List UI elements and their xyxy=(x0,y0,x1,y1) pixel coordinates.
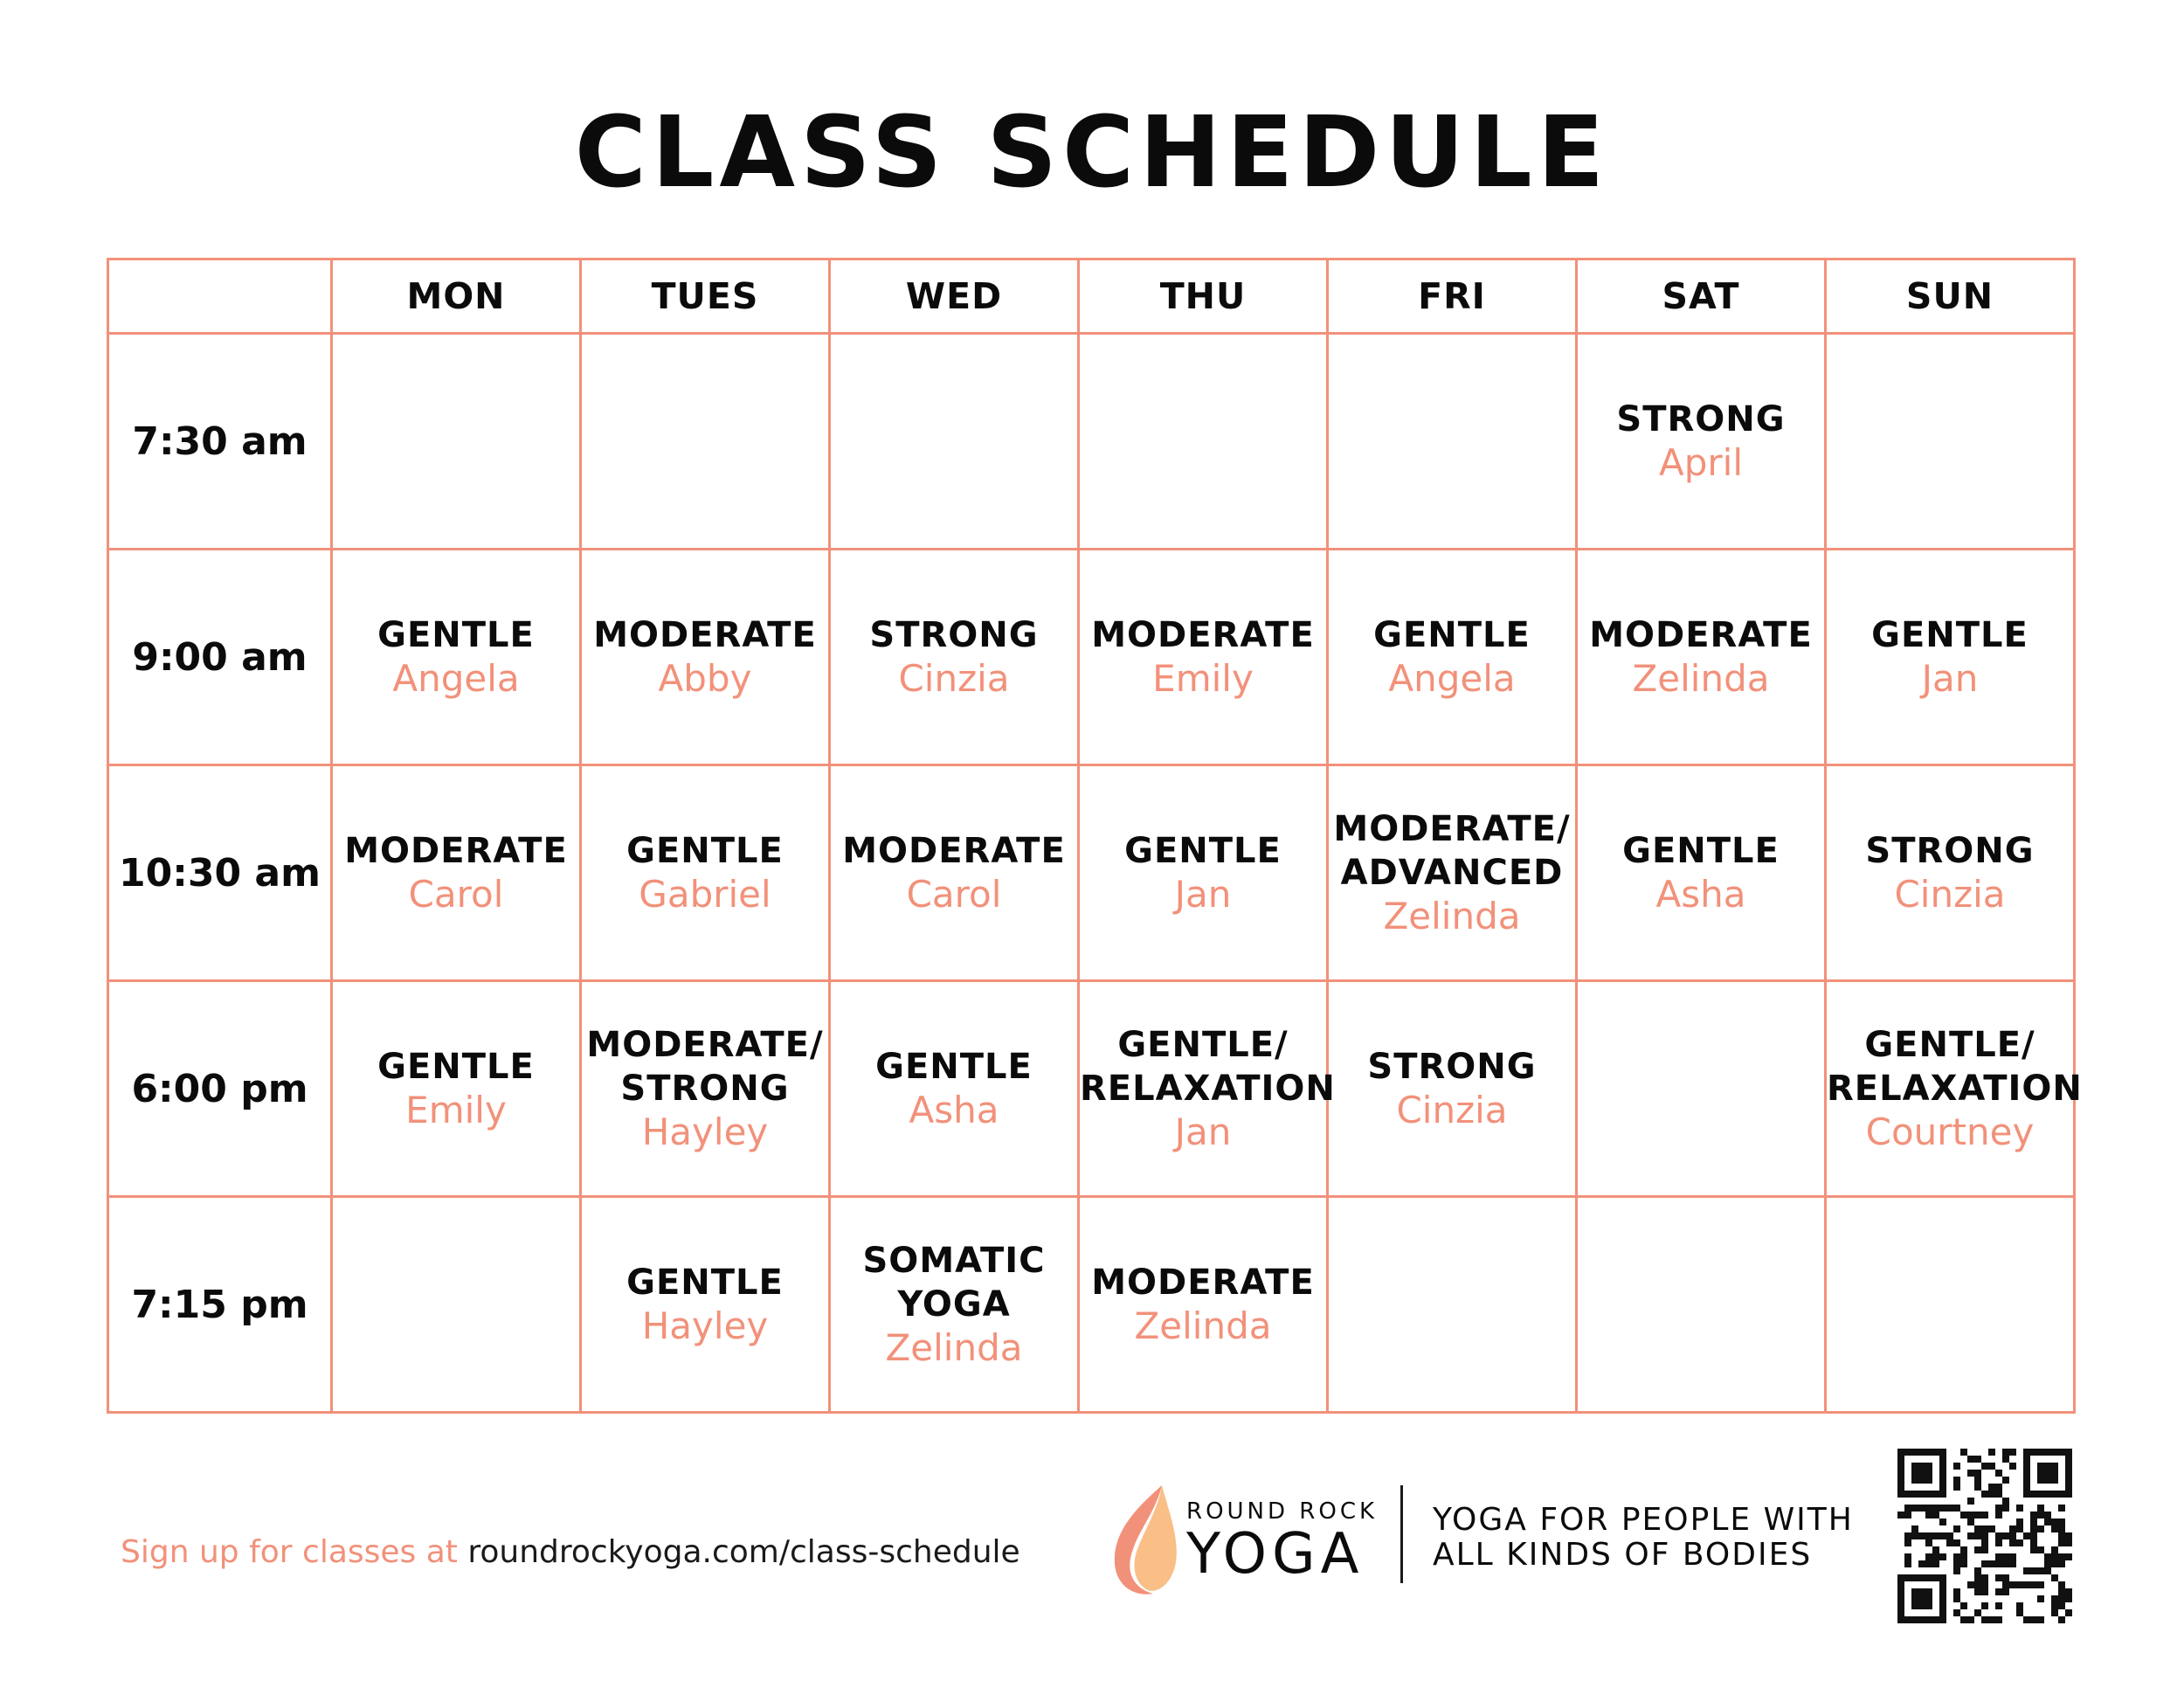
logo-top-text: ROUND ROCK xyxy=(1186,1498,1379,1525)
day-header: WED xyxy=(830,259,1079,334)
instructor-name: Zelinda xyxy=(1383,895,1521,937)
brand-logo xyxy=(1108,1477,1413,1599)
tagline xyxy=(1433,1503,1854,1573)
class-cell xyxy=(581,981,830,1197)
empty-cell xyxy=(1328,1197,1577,1413)
day-header: MON xyxy=(332,259,581,334)
class-cell xyxy=(581,765,830,981)
class-type: GENTLE xyxy=(626,1263,784,1303)
class-type: MODERATE xyxy=(1589,615,1813,655)
class-cell xyxy=(1328,981,1577,1197)
signup-line xyxy=(121,1531,1020,1574)
class-type: MODERATE xyxy=(1091,615,1315,655)
instructor-name: Zelinda xyxy=(1134,1304,1272,1347)
instructor-name: April xyxy=(1659,441,1743,484)
instructor-name: Cinzia xyxy=(898,657,1010,700)
class-cell xyxy=(830,765,1079,981)
instructor-name: Emily xyxy=(405,1089,507,1131)
class-type: YOGA xyxy=(897,1284,1011,1325)
instructor-name: Angela xyxy=(1388,657,1516,700)
corner-cell xyxy=(108,259,332,334)
class-type: SOMATIC xyxy=(862,1241,1046,1281)
instructor-name: Asha xyxy=(909,1089,999,1131)
instructor-name: Carol xyxy=(408,873,504,916)
qr-code-icon[interactable] xyxy=(1897,1449,2072,1623)
instructor-name: Jan xyxy=(1174,1110,1232,1153)
class-cell xyxy=(1079,1197,1328,1413)
class-type: STRONG xyxy=(1865,831,2035,871)
drop-logo-icon xyxy=(1108,1477,1186,1599)
class-type: GENTLE xyxy=(377,1047,535,1087)
empty-cell xyxy=(581,334,830,550)
time-label: 10:30 am xyxy=(108,765,332,981)
day-header: SUN xyxy=(1826,259,2075,334)
day-header: FRI xyxy=(1328,259,1577,334)
class-type: GENTLE/ xyxy=(1117,1025,1289,1065)
schedule-row xyxy=(108,1197,2075,1413)
class-cell xyxy=(581,1197,830,1413)
class-cell xyxy=(830,981,1079,1197)
class-type: STRONG xyxy=(1367,1047,1537,1087)
day-header: SAT xyxy=(1577,259,1826,334)
time-label: 9:00 am xyxy=(108,550,332,765)
logo-main-text: YOGA xyxy=(1186,1522,1365,1587)
class-cell xyxy=(830,550,1079,765)
empty-cell xyxy=(332,334,581,550)
class-type: GENTLE xyxy=(1373,615,1531,655)
class-type: RELAXATION xyxy=(1080,1069,1336,1109)
instructor-name: Cinzia xyxy=(1894,873,2006,916)
class-cell xyxy=(1826,550,2075,765)
class-type: GENTLE/ xyxy=(1864,1025,2035,1065)
class-type: GENTLE xyxy=(377,615,535,655)
class-type: STRONG xyxy=(1616,399,1786,439)
schedule-row xyxy=(108,550,2075,765)
class-type: STRONG xyxy=(869,615,1039,655)
instructor-name: Gabriel xyxy=(639,873,771,916)
class-type: GENTLE xyxy=(1124,831,1282,871)
class-type: STRONG xyxy=(620,1069,790,1109)
class-type: MODERATE xyxy=(842,831,1066,871)
instructor-name: Abby xyxy=(658,657,752,700)
instructor-name: Cinzia xyxy=(1396,1089,1508,1131)
page-title: CLASS SCHEDULE xyxy=(574,96,1610,210)
instructor-name: Hayley xyxy=(641,1110,769,1153)
class-cell xyxy=(332,765,581,981)
instructor-name: Angela xyxy=(392,657,520,700)
class-type: MODERATE/ xyxy=(586,1025,824,1065)
instructor-name: Emily xyxy=(1152,657,1254,700)
instructor-name: Jan xyxy=(1921,657,1979,700)
signup-link[interactable]: roundrockyoga.com/class-schedule xyxy=(467,1534,1020,1570)
class-cell xyxy=(1328,765,1577,981)
class-cell xyxy=(1079,550,1328,765)
class-cell xyxy=(1328,550,1577,765)
class-cell xyxy=(830,1197,1079,1413)
time-label: 7:15 pm xyxy=(108,1197,332,1413)
class-type: GENTLE xyxy=(1622,831,1780,871)
class-type: MODERATE xyxy=(1091,1263,1315,1303)
empty-cell xyxy=(1577,1197,1826,1413)
schedule-row xyxy=(108,981,2075,1197)
class-type: MODERATE xyxy=(593,615,817,655)
tagline-line: YOGA FOR PEOPLE WITH xyxy=(1433,1502,1854,1538)
day-header: THU xyxy=(1079,259,1328,334)
class-type: GENTLE xyxy=(875,1047,1033,1087)
schedule-table xyxy=(107,258,2083,1414)
class-cell xyxy=(1577,550,1826,765)
class-type: MODERATE/ xyxy=(1333,809,1571,849)
class-cell xyxy=(1826,765,2075,981)
footer-divider xyxy=(1400,1485,1403,1583)
class-cell xyxy=(1577,765,1826,981)
instructor-name: Carol xyxy=(906,873,1002,916)
class-cell xyxy=(581,550,830,765)
class-type: GENTLE xyxy=(626,831,784,871)
empty-cell xyxy=(1328,334,1577,550)
day-header: TUES xyxy=(581,259,830,334)
empty-cell xyxy=(1826,334,2075,550)
instructor-name: Asha xyxy=(1655,873,1746,916)
class-type: ADVANCED xyxy=(1340,853,1564,893)
tagline-line: ALL KINDS OF BODIES xyxy=(1433,1537,1813,1573)
empty-cell xyxy=(332,1197,581,1413)
time-label: 6:00 pm xyxy=(108,981,332,1197)
empty-cell xyxy=(830,334,1079,550)
empty-cell xyxy=(1826,1197,2075,1413)
instructor-name: Jan xyxy=(1174,873,1232,916)
schedule-row xyxy=(108,334,2075,550)
class-type: MODERATE xyxy=(344,831,568,871)
schedule-row xyxy=(108,765,2075,981)
class-type: GENTLE xyxy=(1871,615,2028,655)
empty-cell xyxy=(1079,334,1328,550)
instructor-name: Zelinda xyxy=(1632,657,1770,700)
instructor-name: Courtney xyxy=(1865,1110,2035,1153)
instructor-name: Zelinda xyxy=(885,1326,1023,1369)
class-cell xyxy=(332,981,581,1197)
day-header-row xyxy=(108,259,2075,334)
class-cell xyxy=(1079,981,1336,1197)
empty-cell xyxy=(1577,981,1826,1197)
class-cell xyxy=(1079,765,1328,981)
class-cell xyxy=(1577,334,1826,550)
class-type: RELAXATION xyxy=(1827,1069,2083,1109)
signup-lead: Sign up for classes at xyxy=(121,1534,458,1570)
class-cell xyxy=(332,550,581,765)
class-cell xyxy=(1826,981,2083,1197)
time-label: 7:30 am xyxy=(108,334,332,550)
instructor-name: Hayley xyxy=(641,1304,769,1347)
